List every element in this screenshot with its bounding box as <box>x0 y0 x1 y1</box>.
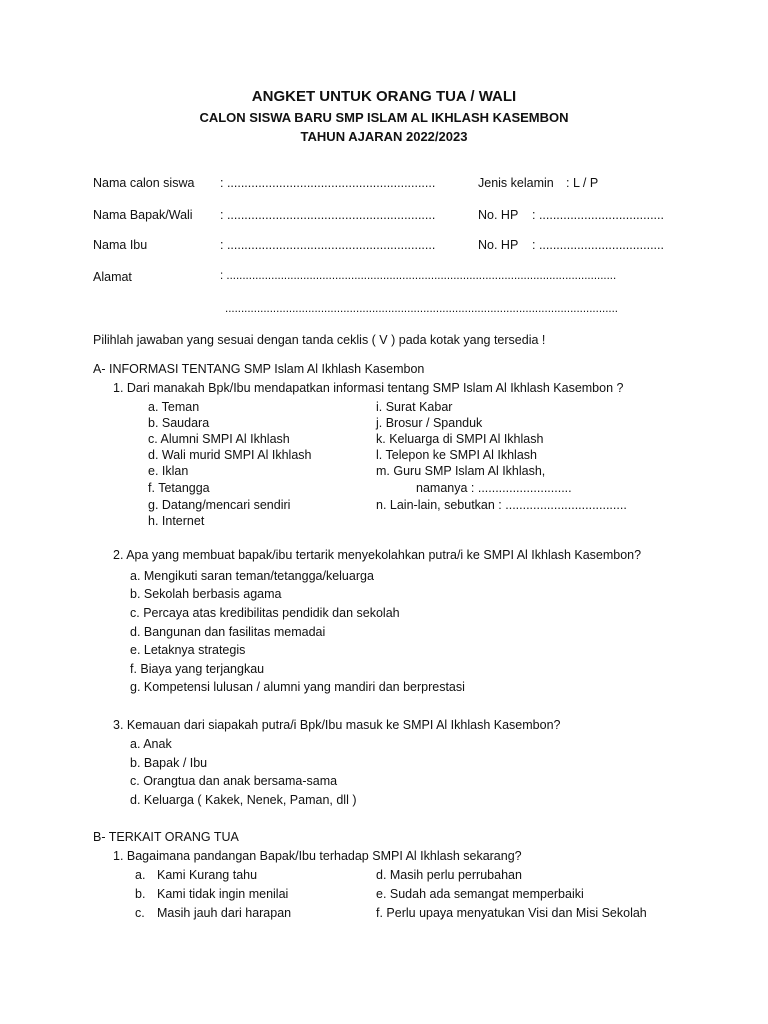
q-a1-option-b[interactable]: b. Saudara <box>148 416 210 430</box>
father-name-field[interactable]: : ............................................................ <box>220 208 436 222</box>
student-name-field[interactable]: : ............................................................ <box>220 176 436 190</box>
q-a3-option-d[interactable]: d. Keluarga ( Kakek, Nenek, Paman, dll ) <box>130 793 357 807</box>
section-a-heading: A- INFORMASI TENTANG SMP Islam Al Ikhlash Kasembon <box>93 362 425 376</box>
q-a2-option-f[interactable]: f. Biaya yang terjangkau <box>130 662 265 676</box>
q-b1-option-c[interactable]: Masih jauh dari harapan <box>157 906 292 920</box>
question-a3: 3. Kemauan dari siapakah putra/i Bpk/Ibu masuk ke SMPI Al Ikhlash Kasembon? <box>113 718 561 732</box>
q-b1-option-b[interactable]: Kami tidak ingin menilai <box>157 887 289 901</box>
q-a1-option-j[interactable]: j. Brosur / Spanduk <box>376 416 483 430</box>
page-subtitle: CALON SISWA BARU SMP ISLAM AL IKHLASH KASEMBON <box>199 110 569 125</box>
q-a2-option-b[interactable]: b. Sekolah berbasis agama <box>130 587 282 601</box>
q-a2-option-a[interactable]: a. Mengikuti saran teman/tetangga/keluarga <box>130 569 374 583</box>
father-phone-label: No. HP <box>478 208 519 222</box>
gender-field[interactable]: : L / P <box>566 176 599 190</box>
q-a1-option-g[interactable]: g. Datang/mencari sendiri <box>148 498 291 512</box>
q-a1-option-m[interactable]: m. Guru SMP Islam Al Ikhlash, <box>376 464 546 478</box>
father-phone-field[interactable]: : .................................... <box>532 208 664 222</box>
q-a1-option-i[interactable]: i. Surat Kabar <box>376 400 453 414</box>
q-a2-option-c[interactable]: c. Percaya atas kredibilitas pendidik dan sekolah <box>130 606 400 620</box>
student-name-label: Nama calon siswa <box>93 176 195 190</box>
question-b1: 1. Bagaimana pandangan Bapak/Ibu terhadap SMPI Al Ikhlash sekarang? <box>113 849 522 863</box>
mother-phone-label: No. HP <box>478 238 519 252</box>
instruction-text: Pilihlah jawaban yang sesuai dengan tanda ceklis ( V ) pada kotak yang tersedia ! <box>93 333 546 347</box>
address-field-line-2[interactable]: ........................................................................................................................... <box>225 303 618 315</box>
q-a1-option-e[interactable]: e. Iklan <box>148 464 189 478</box>
father-name-label: Nama Bapak/Wali <box>93 208 193 222</box>
q-a1-option-h[interactable]: h. Internet <box>148 514 205 528</box>
q-b1-option-d[interactable]: d. Masih perlu perrubahan <box>376 868 522 882</box>
q-b1-option-e[interactable]: e. Sudah ada semangat memperbaiki <box>376 887 584 901</box>
q-b1-letter-c: c. <box>135 906 145 920</box>
q-a1-option-n[interactable]: n. Lain-lain, sebutkan : ................................... <box>376 498 627 512</box>
q-b1-option-a[interactable]: Kami Kurang tahu <box>157 868 258 882</box>
mother-name-field[interactable]: : ............................................................ <box>220 238 436 252</box>
mother-name-label: Nama Ibu <box>93 238 148 252</box>
q-a3-option-c[interactable]: c. Orangtua dan anak bersama-sama <box>130 774 338 788</box>
q-a2-option-g[interactable]: g. Kompetensi lulusan / alumni yang mandiri dan berprestasi <box>130 680 465 694</box>
question-a2: 2. Apa yang membuat bapak/ibu tertarik menyekolahkan putra/i ke SMPI Al Ikhlash Kasembon? <box>113 548 642 562</box>
q-a1-option-c[interactable]: c. Alumni SMPI Al Ikhlash <box>148 432 290 446</box>
q-b1-option-f[interactable]: f. Perlu upaya menyatukan Visi dan Misi Sekolah <box>376 906 647 920</box>
q-a2-option-e[interactable]: e. Letaknya strategis <box>130 643 246 657</box>
q-a3-option-b[interactable]: b. Bapak / Ibu <box>130 756 208 770</box>
q-a1-option-m-name-field[interactable]: namanya : ........................... <box>416 481 572 495</box>
q-a1-option-k[interactable]: k. Keluarga di SMPI Al Ikhlash <box>376 432 544 446</box>
q-b1-letter-b: b. <box>135 887 146 901</box>
address-field-line-1[interactable]: : .......................................................................................................................... <box>220 270 617 282</box>
q-b1-letter-a: a. <box>135 868 146 882</box>
academic-year: TAHUN AJARAN 2022/2023 <box>300 129 468 144</box>
q-a3-option-a[interactable]: a. Anak <box>130 737 172 751</box>
question-a1: 1. Dari manakah Bpk/Ibu mendapatkan informasi tentang SMP Islam Al Ikhlash Kasembon ? <box>113 381 624 395</box>
q-a1-option-f[interactable]: f. Tetangga <box>148 481 210 495</box>
q-a1-option-d[interactable]: d. Wali murid SMPI Al Ikhlash <box>148 448 312 462</box>
q-a1-option-a[interactable]: a. Teman <box>148 400 200 414</box>
gender-label: Jenis kelamin <box>478 176 554 190</box>
page-title: ANGKET UNTUK ORANG TUA / WALI <box>251 88 517 105</box>
q-a1-option-l[interactable]: l. Telepon ke SMPI Al Ikhlash <box>376 448 537 462</box>
mother-phone-field[interactable]: : .................................... <box>532 238 664 252</box>
section-b-heading: B- TERKAIT ORANG TUA <box>93 830 239 844</box>
address-label: Alamat <box>93 270 132 284</box>
q-a2-option-d[interactable]: d. Bangunan dan fasilitas memadai <box>130 625 326 639</box>
